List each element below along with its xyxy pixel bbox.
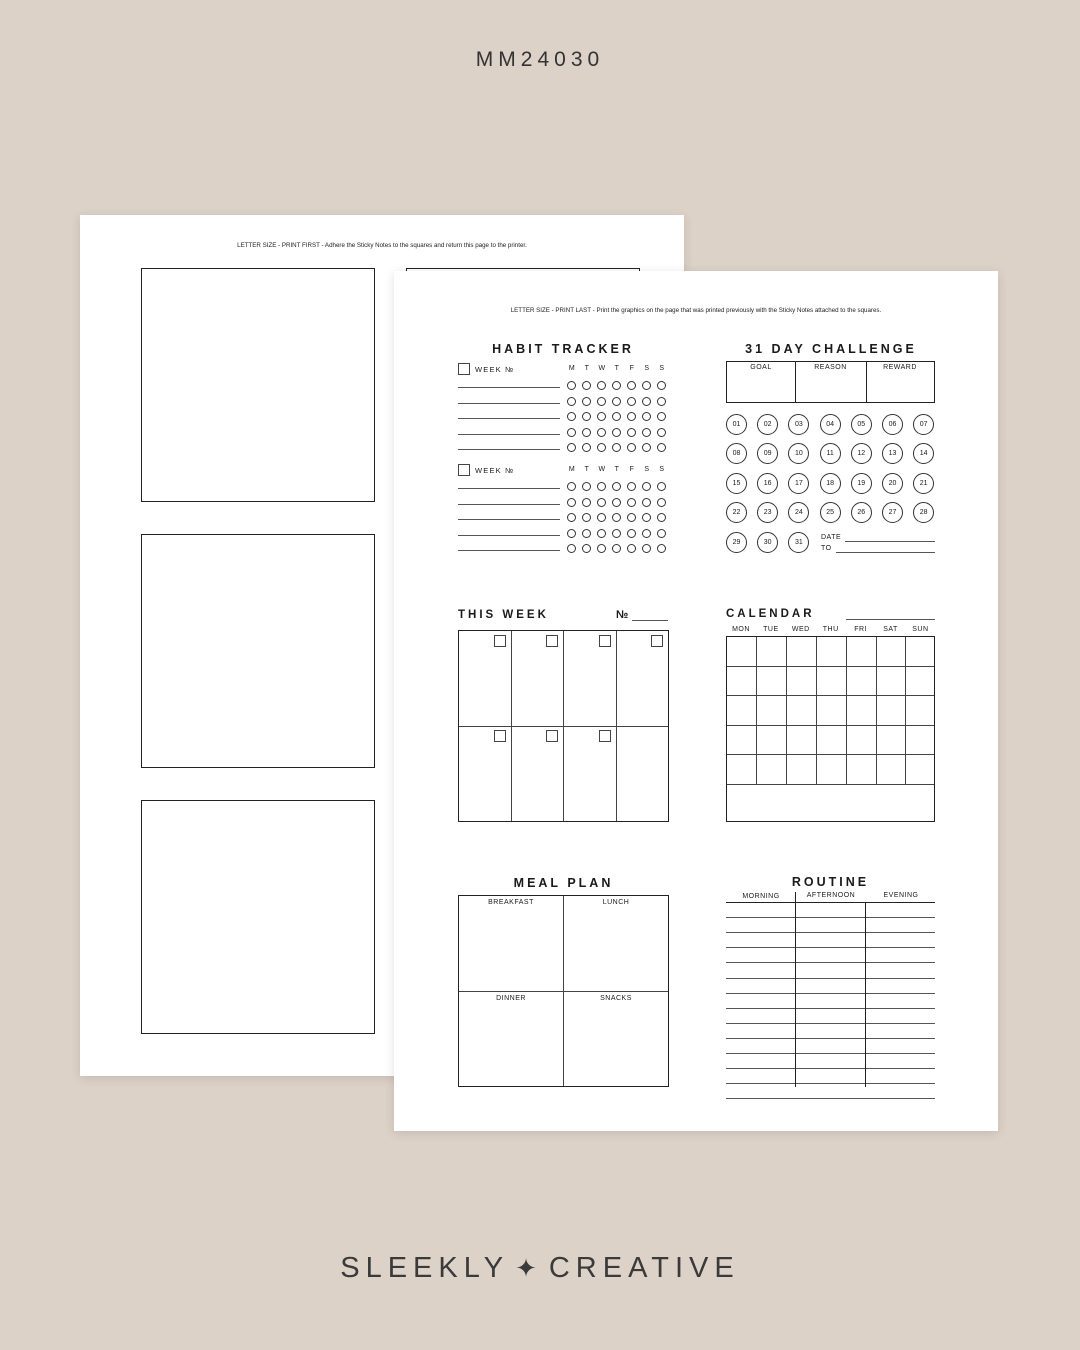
habit-circle[interactable] [597,482,606,491]
divider [865,902,866,1087]
print-last-note: LETTER SIZE - PRINT LAST - Print the graphics on the page that was printed previously with the Sticky Notes attached to the squares. [510,307,882,314]
challenge-day-circle[interactable]: 17 [788,473,809,494]
challenge-day-circle[interactable]: 02 [757,414,778,435]
day-letter: S [644,365,650,372]
habit-circle[interactable] [567,544,576,553]
week-number-label: № [616,609,629,621]
habit-line [458,434,560,435]
habit-circle[interactable] [597,428,606,437]
brand-logo [0,1252,1080,1285]
day-letter: T [584,466,590,473]
reward-label: REWARD [883,364,917,371]
calendar-title: CALENDAR [726,608,815,620]
challenge-day-circle[interactable]: 25 [820,502,841,523]
morning-label: MORNING [742,893,780,900]
divider [756,637,757,785]
this-week-grid [458,630,669,822]
challenge-day-circle[interactable]: 07 [913,414,934,435]
divider [727,784,934,785]
challenge-day-circle[interactable]: 20 [882,473,903,494]
habit-circle[interactable] [627,482,636,491]
day-letter: F [629,365,635,372]
habit-line [458,550,560,551]
challenge-day-circle[interactable]: 23 [757,502,778,523]
routine-line [726,947,935,948]
meal-plan-grid [458,895,669,1087]
day-letter: M [568,365,576,372]
habit-circle[interactable] [612,544,621,553]
reason-label: REASON [814,364,847,371]
afternoon-label: AFTERNOON [806,892,856,899]
challenge-day-circle[interactable]: 04 [820,414,841,435]
divider [727,666,934,667]
divider [795,892,796,1087]
habit-circle[interactable] [582,443,591,452]
habit-circle[interactable] [582,381,591,390]
calendar-day-label: SAT [883,626,898,633]
routine-line [726,1008,935,1009]
habit-circle[interactable] [582,482,591,491]
habit-circle[interactable] [567,529,576,538]
brand-name-right: CREATIVE [548,1252,740,1284]
routine-title: ROUTINE [791,875,870,889]
habit-circle[interactable] [657,529,666,538]
breakfast-label: BREAKFAST [488,899,534,906]
habit-circle[interactable] [657,544,666,553]
habit-circle[interactable] [657,428,666,437]
routine-line [726,917,935,918]
habit-tracker-title: HABIT TRACKER [492,342,634,356]
day-letter: T [584,365,590,372]
day-letter: M [568,466,576,473]
challenge-day-circle[interactable]: 29 [726,532,747,553]
date-label: DATE [821,534,842,541]
divider [876,637,877,785]
habit-circle[interactable] [642,513,651,522]
habit-circle[interactable] [657,397,666,406]
challenge-day-circle[interactable]: 18 [820,473,841,494]
routine-line [726,993,935,994]
calendar-month-line [846,619,935,620]
divider [786,637,787,785]
routine-line [726,902,935,903]
habit-circle[interactable] [582,529,591,538]
habit-line [458,418,560,419]
habit-circle[interactable] [657,412,666,421]
calendar-day-label: TUE [763,626,779,633]
divider [727,725,934,726]
day-checkbox[interactable] [546,730,558,742]
day-letter: F [629,466,635,473]
habit-circle[interactable] [627,544,636,553]
challenge-day-circle[interactable]: 01 [726,414,747,435]
challenge-day-circle[interactable]: 09 [757,443,778,464]
habit-circle[interactable] [642,482,651,491]
habit-circle[interactable] [612,482,621,491]
habit-circle[interactable] [657,482,666,491]
habit-circle[interactable] [612,428,621,437]
calendar-day-label: WED [791,626,810,633]
habit-circle[interactable] [627,498,636,507]
divider [459,726,668,727]
day-checkbox[interactable] [599,730,611,742]
habit-circle[interactable] [582,544,591,553]
divider [459,991,668,992]
habit-circle[interactable] [657,381,666,390]
challenge-day-circle[interactable]: 27 [882,502,903,523]
challenge-day-circle[interactable]: 28 [913,502,934,523]
routine-line [726,1038,935,1039]
challenge-day-circle[interactable]: 12 [851,443,872,464]
day-letter: S [659,466,665,473]
day-checkbox[interactable] [599,635,611,647]
challenge-header-box [726,361,935,403]
habit-circle[interactable] [642,529,651,538]
challenge-day-circle[interactable]: 30 [757,532,778,553]
calendar-day-label: FRI [854,626,867,633]
week-checkbox[interactable] [458,363,470,375]
habit-circle[interactable] [597,513,606,522]
habit-circle[interactable] [627,513,636,522]
habit-circle[interactable] [582,397,591,406]
habit-circle[interactable] [597,397,606,406]
habit-line [458,387,560,388]
calendar-day-label: THU [822,626,839,633]
calendar-day-label: MON [732,626,750,633]
goal-label: GOAL [750,364,772,371]
challenge-day-circle[interactable]: 06 [882,414,903,435]
challenge-day-circle[interactable]: 24 [788,502,809,523]
calendar-day-label: SUN [912,626,929,633]
routine-line [726,1023,935,1024]
habit-circle[interactable] [612,529,621,538]
divider [727,754,934,755]
challenge-day-circle[interactable]: 03 [788,414,809,435]
divider [905,637,906,785]
snacks-label: SNACKS [600,995,632,1002]
habit-circle[interactable] [567,412,576,421]
habit-line [458,403,560,404]
habit-circle[interactable] [627,412,636,421]
challenge-day-circle[interactable]: 05 [851,414,872,435]
day-checkbox[interactable] [494,730,506,742]
divider [846,637,847,785]
habit-circle[interactable] [567,397,576,406]
day-checkbox[interactable] [651,635,663,647]
week-label: WEEK № [475,466,515,475]
habit-circle[interactable] [567,381,576,390]
habit-circle[interactable] [567,498,576,507]
calendar-box [726,636,935,822]
lunch-label: LUNCH [602,899,630,906]
challenge-day-circle[interactable]: 22 [726,502,747,523]
habit-line [458,535,560,536]
day-letter: S [644,466,650,473]
challenge-day-circle[interactable]: 10 [788,443,809,464]
habit-circle[interactable] [627,529,636,538]
to-line [836,552,935,553]
habit-circle[interactable] [597,544,606,553]
challenge-day-circle[interactable]: 15 [726,473,747,494]
habit-circle[interactable] [612,397,621,406]
challenge-day-circle[interactable]: 08 [726,443,747,464]
habit-circle[interactable] [642,381,651,390]
meal-plan-title: MEAL PLAN [513,876,614,890]
habit-circle[interactable] [597,381,606,390]
habit-circle[interactable] [582,412,591,421]
habit-circle[interactable] [597,443,606,452]
challenge-day-circle[interactable]: 31 [788,532,809,553]
habit-circle[interactable] [582,498,591,507]
habit-circle[interactable] [612,412,621,421]
divider [727,695,934,696]
habit-circle[interactable] [567,428,576,437]
habit-circle[interactable] [582,428,591,437]
divider [816,637,817,785]
week-label: WEEK № [475,365,515,374]
habit-circle[interactable] [627,428,636,437]
habit-circle[interactable] [627,443,636,452]
day-checkbox[interactable] [494,635,506,647]
routine-line [726,1053,935,1054]
this-week-title: THIS WEEK [458,609,549,621]
habit-circle[interactable] [627,381,636,390]
challenge-day-circle[interactable]: 26 [851,502,872,523]
product-code: MM24030 [475,48,605,71]
day-checkbox[interactable] [546,635,558,647]
habit-circle[interactable] [612,381,621,390]
print-first-note: LETTER SIZE - PRINT FIRST - Adhere the Sticky Notes to the squares and return this page to the printer. [237,242,527,249]
challenge-title: 31 DAY CHALLENGE [745,342,917,356]
star-icon: ✦ [515,1253,543,1283]
challenge-day-circle[interactable]: 19 [851,473,872,494]
routine-line [726,1068,935,1069]
routine-line [726,932,935,933]
habit-circle[interactable] [567,482,576,491]
routine-line [726,1098,935,1099]
habit-circle[interactable] [597,412,606,421]
brand-name-left: SLEEKLY [340,1252,510,1284]
habit-circle[interactable] [627,397,636,406]
habit-circle[interactable] [582,513,591,522]
routine-line [726,978,935,979]
habit-circle[interactable] [642,498,651,507]
sticky-square-1 [141,268,375,502]
routine-line [726,1083,935,1084]
planner-sheet [394,271,998,1131]
habit-circle[interactable] [642,397,651,406]
habit-circle[interactable] [612,498,621,507]
habit-circle[interactable] [642,544,651,553]
habit-line [458,488,560,489]
habit-line [458,449,560,450]
day-letter: S [659,365,665,372]
evening-label: EVENING [883,892,919,899]
day-letter: T [614,365,620,372]
habit-circle[interactable] [567,513,576,522]
routine-line [726,962,935,963]
habit-circle[interactable] [567,443,576,452]
habit-circle[interactable] [642,443,651,452]
habit-circle[interactable] [612,513,621,522]
habit-line [458,519,560,520]
habit-circle[interactable] [657,443,666,452]
challenge-day-circle[interactable]: 21 [913,473,934,494]
sticky-square-2 [141,534,375,768]
challenge-day-circle[interactable]: 13 [882,443,903,464]
week-number-line [632,620,668,621]
habit-circle[interactable] [597,498,606,507]
habit-circle[interactable] [657,498,666,507]
habit-circle[interactable] [597,529,606,538]
day-letter: W [598,466,606,473]
to-label: TO [821,545,832,552]
sticky-square-3 [141,800,375,1034]
challenge-day-circle[interactable]: 11 [820,443,841,464]
habit-circle[interactable] [642,412,651,421]
week-checkbox[interactable] [458,464,470,476]
day-letter: T [614,466,620,473]
date-line [845,541,935,542]
dinner-label: DINNER [496,995,526,1002]
challenge-day-circle[interactable]: 14 [913,443,934,464]
challenge-day-circle[interactable]: 16 [757,473,778,494]
habit-circle[interactable] [642,428,651,437]
day-letter: W [598,365,606,372]
habit-circle[interactable] [612,443,621,452]
habit-line [458,504,560,505]
habit-circle[interactable] [657,513,666,522]
